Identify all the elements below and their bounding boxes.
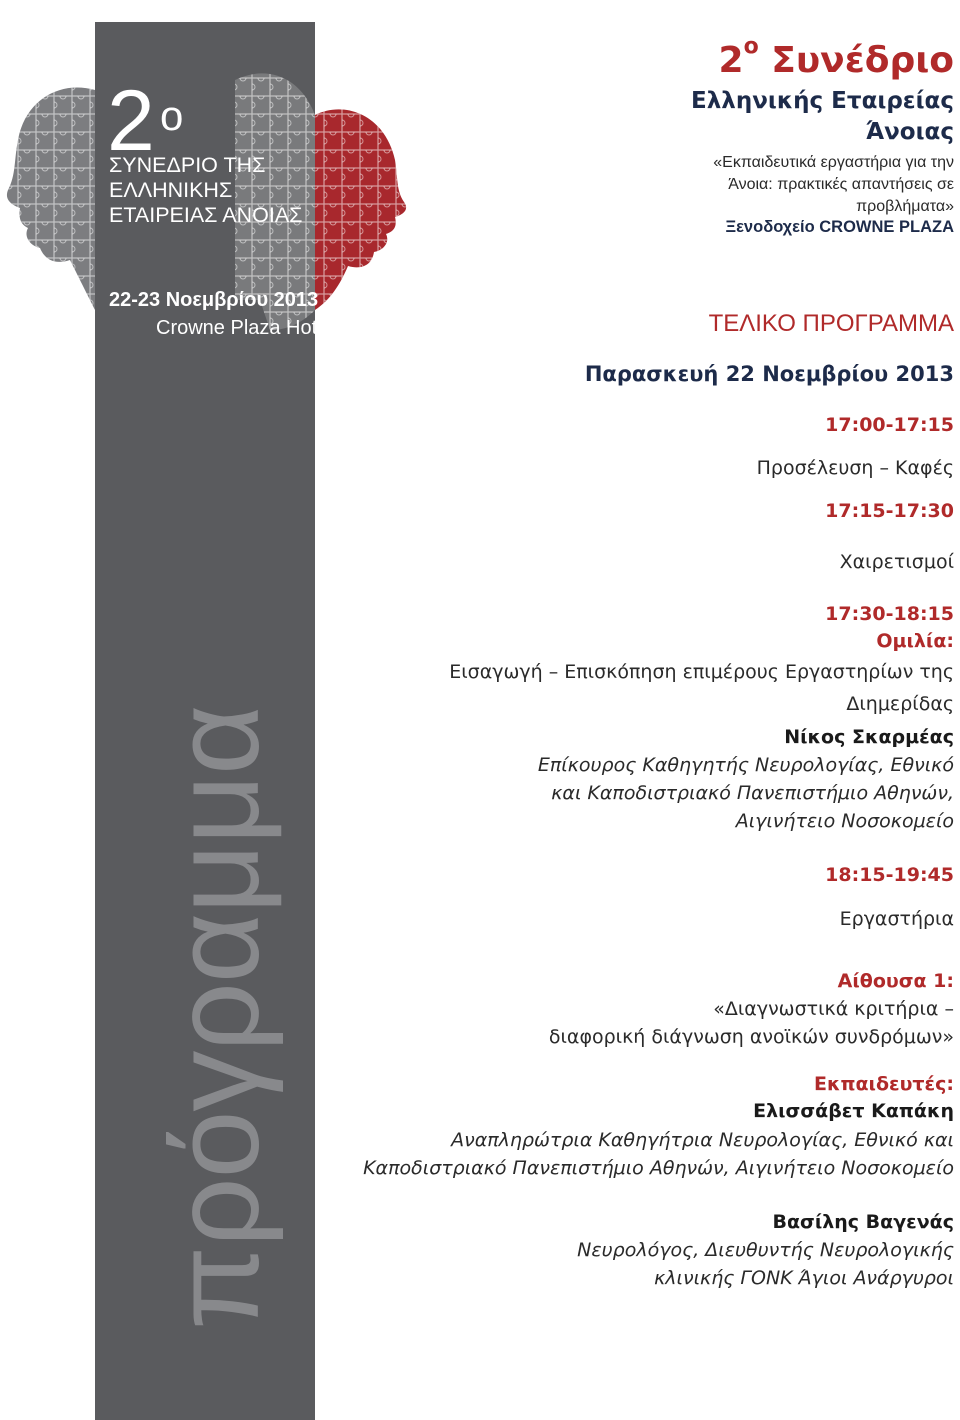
session-3-title-line-1: Εισαγωγή – Επισκόπηση επιμέρους Εργαστηρίων της xyxy=(449,661,954,683)
session-1-title: Προσέλευση – Καφές xyxy=(756,457,954,479)
session-3-affiliation-line-1: Επίκουρος Καθηγητής Νευρολογίας, Εθνικό xyxy=(537,754,954,776)
program-heading: ΤΕΛΙΚΟ ΠΡΟΓΡΑΜΜΑ xyxy=(708,310,954,337)
trainer-1-affiliation-line-2: Καποδιστριακό Πανεπιστήμιο Αθηνών, Αιγινήτειο Νοσοκομείο xyxy=(363,1157,954,1179)
session-1-time: 17:00-17:15 xyxy=(825,414,954,436)
subtitle-line-2: Άνοια: πρακτικές απαντήσεις σε xyxy=(728,176,954,193)
trainers-label: Εκπαιδευτές: xyxy=(814,1073,954,1095)
logo-hotel: Crowne Plaza Hotel xyxy=(156,317,333,339)
session-3-time: 17:30-18:15 xyxy=(825,603,954,625)
congress-title xyxy=(718,34,954,81)
trainer-2-affiliation-line-2: κλινικής ΓΟΝΚ Άγιοι Ανάργυροι xyxy=(654,1267,954,1289)
room-label: Αίθουσα 1: xyxy=(837,970,954,992)
session-2-time: 17:15-17:30 xyxy=(825,500,954,522)
room-title-line-1: «Διαγνωστικά κριτήρια – xyxy=(713,998,954,1020)
session-3-title-line-2: Διημερίδας xyxy=(846,693,954,715)
logo-dates: 22-23 Νοεμβρίου 2013 xyxy=(109,289,319,311)
session-2-title: Χαιρετισμοί xyxy=(839,551,954,573)
logo-number-superscript: ο xyxy=(160,92,184,139)
society-line-2: Άνοιας xyxy=(865,119,954,145)
congress-title-superscript: ο xyxy=(743,34,759,59)
vertical-program-word: πρόγραμμα xyxy=(148,705,284,1330)
logo-line-3: ΕΤΑΙΡΕΙΑΣ ΑΝΟΙΑΣ xyxy=(109,203,303,227)
session-3-affiliation-line-3: Αιγινήτειο Νοσοκομείο xyxy=(735,810,954,832)
session-3-label: Ομιλία: xyxy=(876,630,954,652)
subtitle-line-3: προβλήματα» xyxy=(856,198,954,215)
logo-line-1: ΣΥΝΕΔΡΙΟ ΤΗΣ xyxy=(109,153,266,177)
congress-title-word: Συνέδριο xyxy=(771,40,954,81)
session-4-time: 18:15-19:45 xyxy=(825,864,954,886)
room-title-line-2: διαφορική διάγνωση ανοϊκών συνδρόμων» xyxy=(548,1026,954,1048)
session-3-affiliation-line-2: και Καποδιστριακό Πανεπιστήμιο Αθηνών, xyxy=(551,782,954,804)
logo-number: 2 xyxy=(107,73,153,169)
trainer-1-affiliation-line-1: Αναπληρώτρια Καθηγήτρια Νευρολογίας, Εθνικό και xyxy=(451,1129,954,1151)
trainer-2-affiliation-line-1: Νευρολόγος, Διευθυντής Νευρολογικής xyxy=(577,1239,954,1261)
trainer-2-name: Βασίλης Βαγενάς xyxy=(772,1211,954,1233)
venue: Ξενοδοχείο CROWNE PLAZA xyxy=(725,218,954,236)
congress-title-number: 2 xyxy=(718,40,744,81)
logo-line-2: ΕΛΛΗΝΙΚΗΣ xyxy=(109,178,233,202)
program-day: Παρασκευή 22 Νοεμβρίου 2013 xyxy=(584,362,954,386)
subtitle-line-1: «Εκπαιδευτικά εργαστήρια για την xyxy=(713,154,954,171)
society-line-1: Ελληνικής Εταιρείας xyxy=(691,88,954,114)
trainer-1-name: Ελισσάβετ Καπάκη xyxy=(753,1100,954,1122)
session-3-speaker: Νίκος Σκαρμέας xyxy=(784,726,954,748)
session-4-title: Εργαστήρια xyxy=(839,908,954,930)
